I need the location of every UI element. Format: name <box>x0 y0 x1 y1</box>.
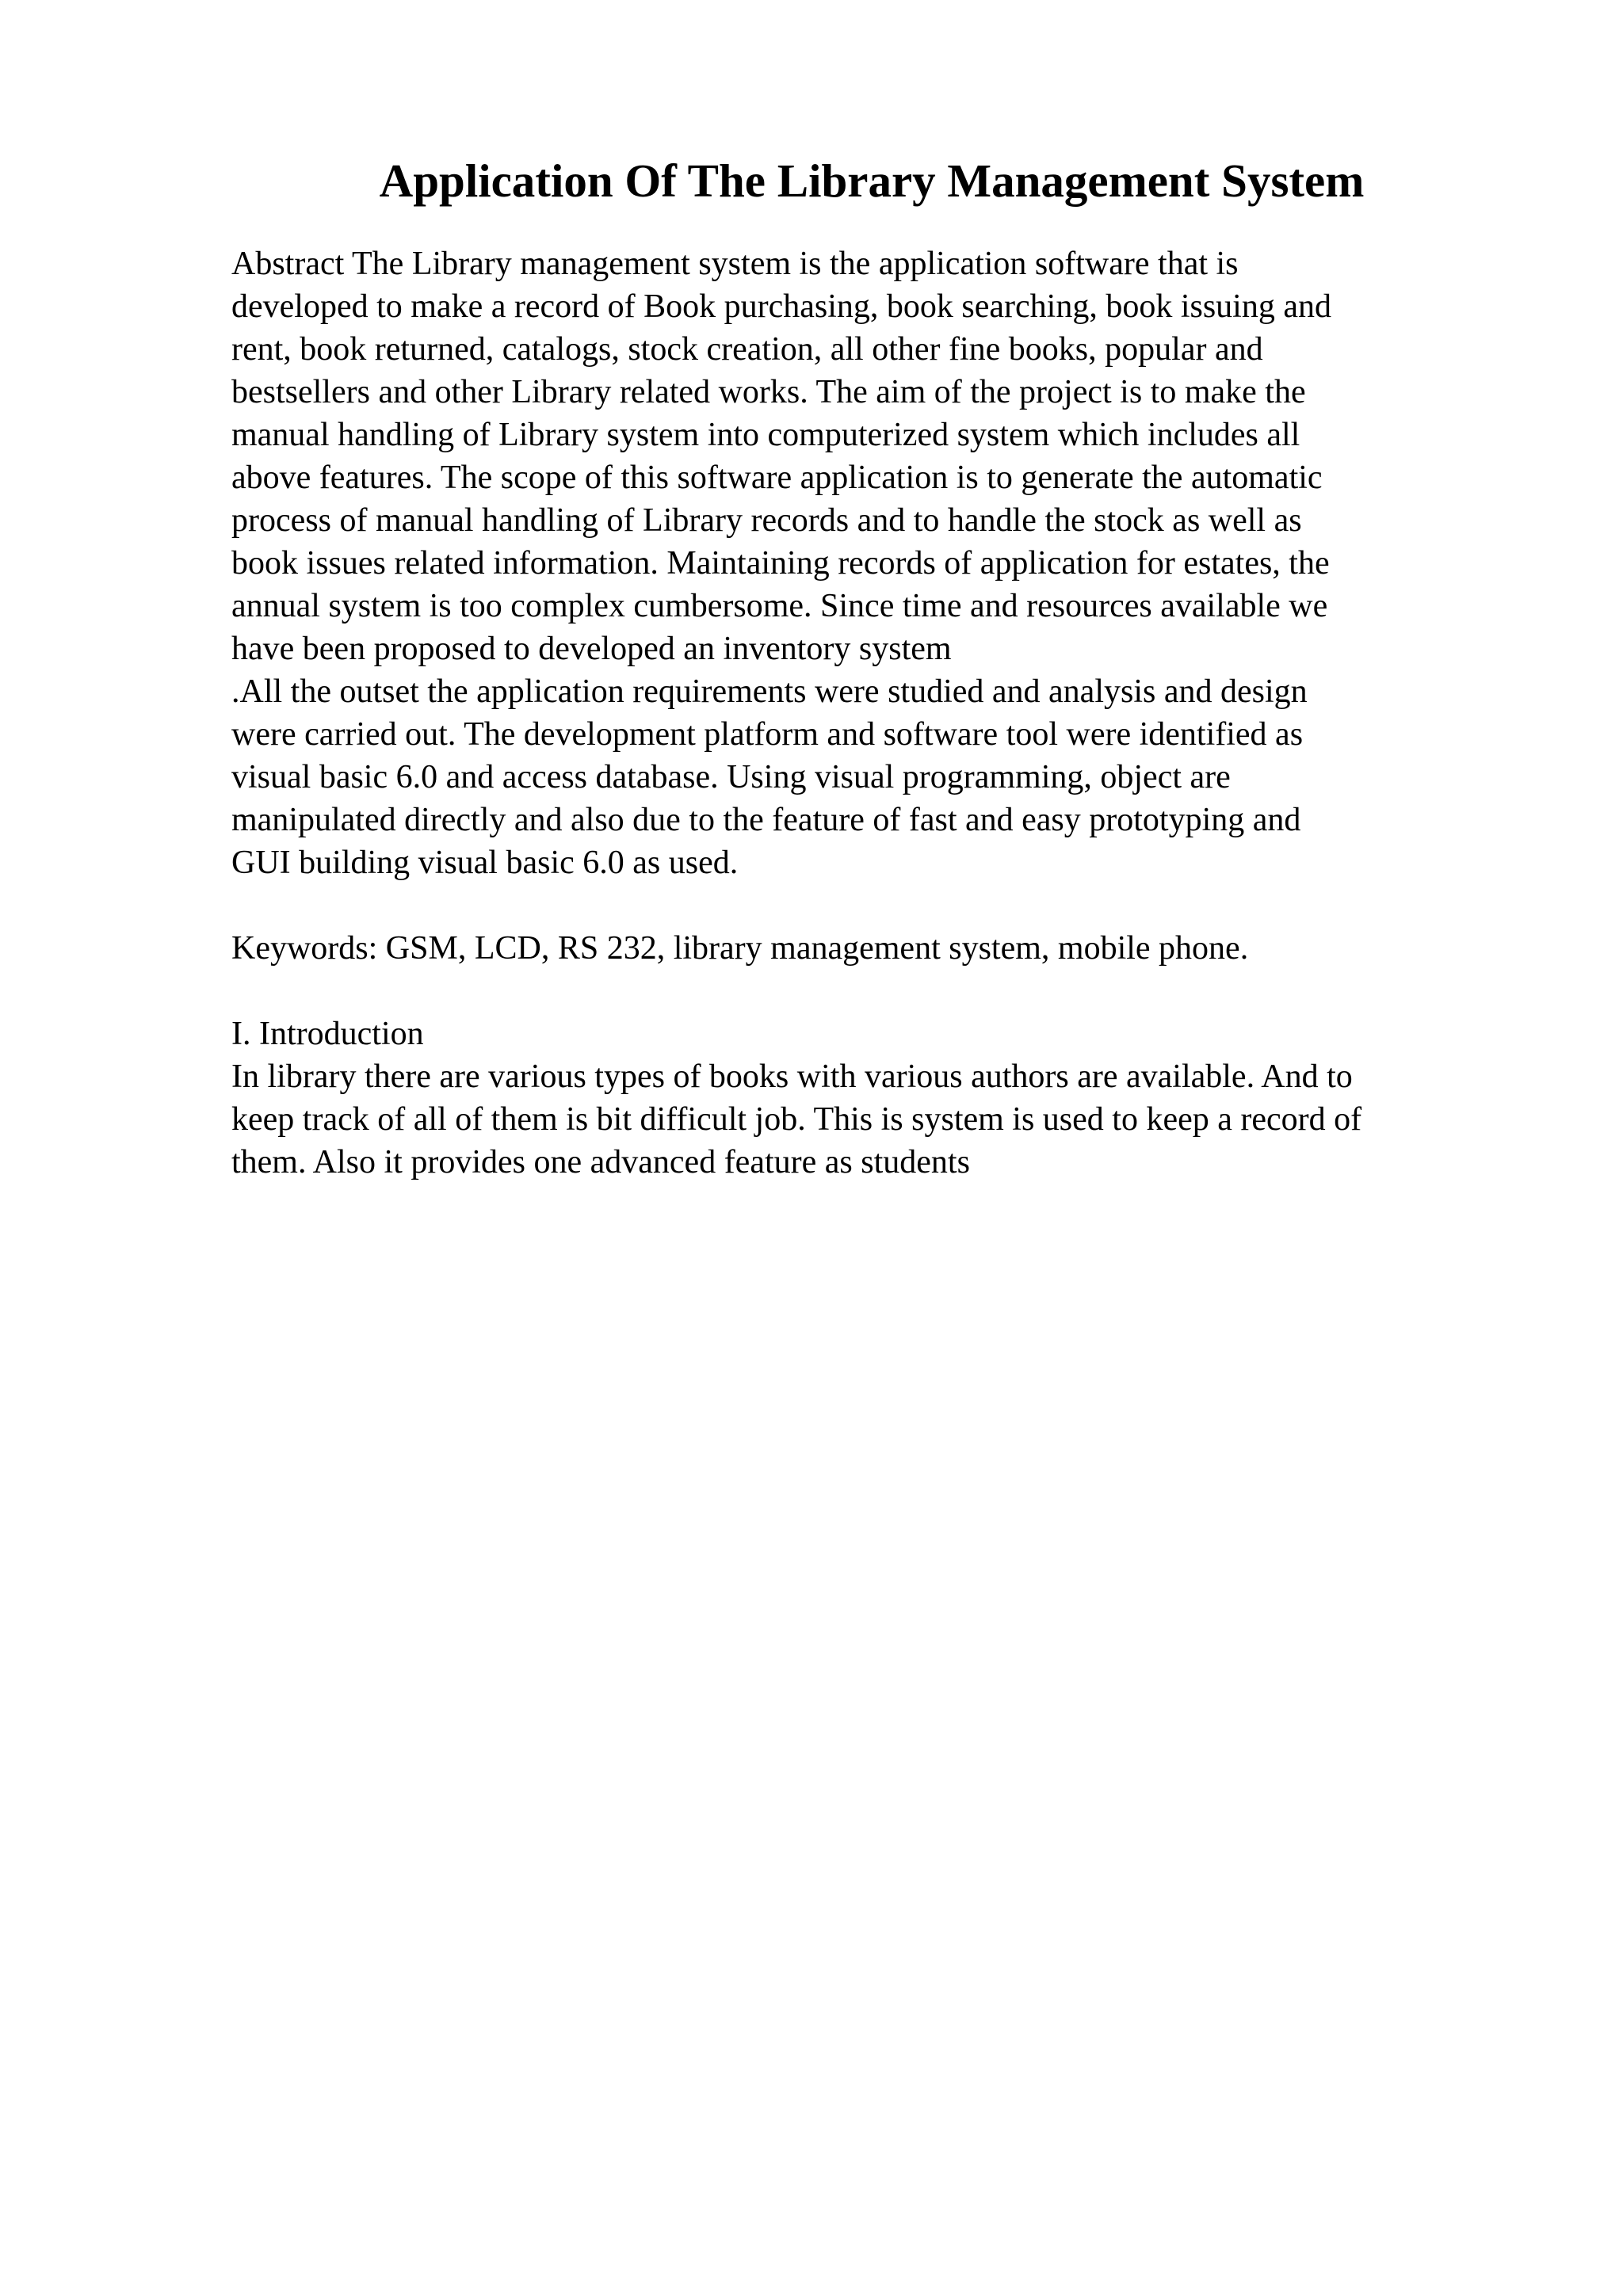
paragraph-spacer <box>231 884 1531 927</box>
abstract-line: visual basic 6.0 and access database. Using visual programming, object are <box>231 759 1231 795</box>
abstract-paragraph <box>231 242 1531 884</box>
abstract-line: above features. The scope of this software application is to generate the automatic <box>231 460 1323 496</box>
abstract-line: were carried out. The development platform and software tool were identified as <box>231 716 1304 753</box>
abstract-line: manipulated directly and also due to the feature of fast and easy prototyping and <box>231 802 1301 838</box>
introduction-paragraph <box>231 1055 1531 1184</box>
abstract-line: developed to make a record of Book purchasing, book searching, book issuing and <box>231 288 1331 325</box>
document-body <box>231 242 1531 1184</box>
document-title: Application Of The Library Management System <box>379 154 1365 207</box>
abstract-line: annual system is too complex cumbersome. Since time and resources available we <box>231 588 1328 624</box>
introduction-line: keep track of all of them is bit difficult job. This is system is used to keep a record of <box>231 1101 1362 1138</box>
paragraph-spacer <box>231 970 1531 1013</box>
introduction-heading: I. Introduction <box>231 1016 424 1052</box>
abstract-line: .All the outset the application requirements were studied and analysis and design <box>231 673 1308 710</box>
abstract-line: process of manual handling of Library records and to handle the stock as well as <box>231 502 1302 539</box>
abstract-line: bestsellers and other Library related works. The aim of the project is to make the <box>231 374 1306 410</box>
abstract-line: book issues related information. Maintaining records of application for estates, the <box>231 545 1330 582</box>
abstract-line: have been proposed to developed an inventory system <box>231 631 952 667</box>
introduction-line: In library there are various types of books with various authors are available. And to <box>231 1058 1353 1095</box>
abstract-line: GUI building visual basic 6.0 as used. <box>231 845 739 881</box>
introduction-line: them. Also it provides one advanced feature as students <box>231 1144 970 1180</box>
abstract-line: rent, book returned, catalogs, stock creation, all other fine books, popular and <box>231 331 1263 368</box>
abstract-line: manual handling of Library system into computerized system which includes all <box>231 417 1300 453</box>
keywords-line: Keywords: GSM, LCD, RS 232, library management system, mobile phone. <box>231 930 1249 967</box>
abstract-line: Abstract The Library management system is the application software that is <box>231 246 1239 282</box>
